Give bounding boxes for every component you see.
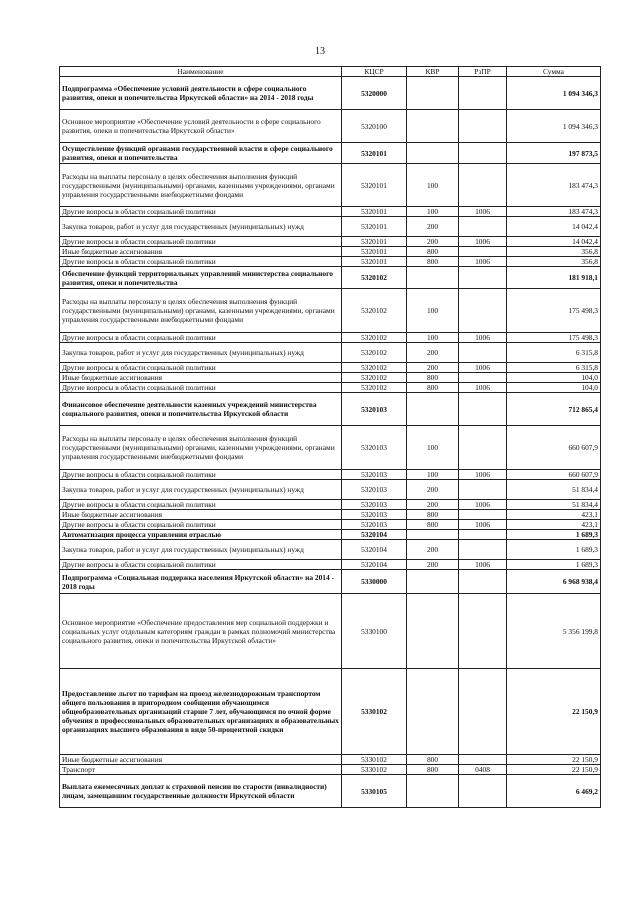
row-name-cell: Закупка товаров, работ и услуг для государственных (муниципальных) нужд (60, 217, 342, 237)
row-kcsr-cell: 5320102 (342, 333, 407, 343)
row-kvr-cell (407, 570, 459, 594)
row-sum-cell: 22 150,9 (507, 765, 601, 775)
row-kcsr-cell: 5320101 (342, 247, 407, 257)
row-kvr-cell (407, 594, 459, 669)
header-name: Наименование (60, 67, 342, 77)
row-kcsr-cell: 5320103 (342, 510, 407, 520)
row-sum-cell: 423,1 (507, 510, 601, 520)
table-row (60, 765, 601, 775)
row-kvr-cell: 100 (407, 333, 459, 343)
table-row (60, 207, 601, 217)
row-kcsr-cell: 5320103 (342, 426, 407, 470)
row-rzpr-cell (459, 540, 507, 560)
row-kvr-cell (407, 110, 459, 143)
row-rzpr-cell (459, 755, 507, 765)
table-row (60, 373, 601, 383)
row-name-cell: Расходы на выплаты персоналу в целях обеспечения выполнения функций государственными (муниципальными) органами, казенными учреждениями, органами управления государственными внебюджетными фондами (60, 164, 342, 207)
row-rzpr-cell (459, 669, 507, 755)
row-name-cell: Другие вопросы в области социальной политики (60, 500, 342, 510)
row-name-cell: Другие вопросы в области социальной политики (60, 520, 342, 530)
row-kvr-cell: 200 (407, 500, 459, 510)
row-kcsr-cell: 5320101 (342, 257, 407, 267)
budget-table (59, 66, 601, 808)
row-name-cell: Автоматизация процесса управления отраслью (60, 530, 342, 540)
row-name-cell: Осуществление функций органами государственной власти в сфере социального развития, опеки и попечительства (60, 143, 342, 164)
row-kvr-cell (407, 267, 459, 289)
row-kcsr-cell: 5320101 (342, 237, 407, 247)
row-kvr-cell (407, 393, 459, 426)
row-sum-cell: 51 834,4 (507, 500, 601, 510)
row-sum-cell: 197 873,5 (507, 143, 601, 164)
row-name-cell: Основное мероприятие «Обеспечение предоставления мер социальной поддержки и социальных услуг отдельным категориям граждан в рамках полномочий министерства социального развития, опеки и попечительства Иркутской области» (60, 594, 342, 669)
row-name-cell: Другие вопросы в области социальной политики (60, 363, 342, 373)
row-kcsr-cell: 5320102 (342, 343, 407, 363)
row-kvr-cell: 800 (407, 510, 459, 520)
row-kvr-cell: 100 (407, 470, 459, 480)
row-sum-cell: 175 498,3 (507, 333, 601, 343)
row-kvr-cell: 200 (407, 480, 459, 500)
row-name-cell: Расходы на выплаты персоналу в целях обеспечения выполнения функций государственными (муниципальными) органами, казенными учреждениями, органами управления государственными внебюджетными фондами (60, 289, 342, 333)
row-sum-cell: 6 968 938,4 (507, 570, 601, 594)
header-kvr: КВР (407, 67, 459, 77)
row-kvr-cell: 200 (407, 363, 459, 373)
row-rzpr-cell: 1006 (459, 500, 507, 510)
row-sum-cell: 6 315,8 (507, 363, 601, 373)
row-rzpr-cell: 1006 (459, 333, 507, 343)
table-row (60, 775, 601, 808)
table-row (60, 560, 601, 570)
row-name-cell: Иные бюджетные ассигнования (60, 373, 342, 383)
row-kvr-cell (407, 143, 459, 164)
table-row (60, 530, 601, 540)
table-row (60, 540, 601, 560)
row-kvr-cell: 200 (407, 237, 459, 247)
row-name-cell: Другие вопросы в области социальной политики (60, 207, 342, 217)
row-sum-cell: 6 315,8 (507, 343, 601, 363)
row-kvr-cell: 100 (407, 289, 459, 333)
header-sum: Сумма (507, 67, 601, 77)
row-kcsr-cell: 5320103 (342, 470, 407, 480)
row-rzpr-cell (459, 343, 507, 363)
row-kvr-cell: 800 (407, 755, 459, 765)
table-row (60, 333, 601, 343)
row-rzpr-cell (459, 373, 507, 383)
row-name-cell: Другие вопросы в области социальной политики (60, 333, 342, 343)
row-rzpr-cell (459, 393, 507, 426)
row-kvr-cell: 800 (407, 257, 459, 267)
row-kcsr-cell: 5320101 (342, 143, 407, 164)
row-name-cell: Другие вопросы в области социальной политики (60, 257, 342, 267)
row-rzpr-cell: 1006 (459, 470, 507, 480)
row-kvr-cell: 800 (407, 520, 459, 530)
row-kcsr-cell: 5320102 (342, 363, 407, 373)
row-kvr-cell: 800 (407, 765, 459, 775)
table-row (60, 164, 601, 207)
row-rzpr-cell (459, 570, 507, 594)
table-row (60, 110, 601, 143)
table-row (60, 480, 601, 500)
row-kvr-cell: 200 (407, 540, 459, 560)
table-row (60, 755, 601, 765)
row-name-cell: Другие вопросы в области социальной политики (60, 560, 342, 570)
row-kvr-cell: 200 (407, 560, 459, 570)
row-name-cell: Предоставление льгот по тарифам на проезд железнодорожным транспортом общего пользования в пригородном сообщении обучающимся общеобразовательных организаций старше 7 лет, обучающимся по очной форме обучения в профессиональных образовательных организациях и образовательных организациях высшего образования в виде 50-процентной скидки (60, 669, 342, 755)
table-row (60, 143, 601, 164)
row-sum-cell: 104,0 (507, 383, 601, 393)
row-kcsr-cell: 5320101 (342, 217, 407, 237)
row-name-cell: Выплата ежемесячных доплат к страховой пенсии по старости (инвалидности) лицам, замещавшим государственные должности Иркутской области (60, 775, 342, 808)
row-rzpr-cell (459, 77, 507, 110)
page-number: 13 (315, 46, 325, 57)
row-kcsr-cell: 5320000 (342, 77, 407, 110)
row-sum-cell: 51 834,4 (507, 480, 601, 500)
row-rzpr-cell (459, 480, 507, 500)
row-sum-cell: 5 356 199,8 (507, 594, 601, 669)
row-name-cell: Закупка товаров, работ и услуг для государственных (муниципальных) нужд (60, 343, 342, 363)
row-kcsr-cell: 5320101 (342, 164, 407, 207)
row-rzpr-cell (459, 530, 507, 540)
row-rzpr-cell (459, 775, 507, 808)
row-kcsr-cell: 5320103 (342, 480, 407, 500)
table-row (60, 247, 601, 257)
row-kcsr-cell: 5320100 (342, 110, 407, 143)
table-row (60, 289, 601, 333)
row-rzpr-cell (459, 164, 507, 207)
table-row (60, 520, 601, 530)
table-row (60, 257, 601, 267)
row-kcsr-cell: 5320103 (342, 500, 407, 510)
table-row (60, 510, 601, 520)
row-name-cell: Расходы на выплаты персоналу в целях обеспечения выполнения функций государственными (муниципальными) органами, казенными учреждениями, органами управления государственными внебюджетными фондами (60, 426, 342, 470)
row-kcsr-cell: 5330102 (342, 755, 407, 765)
row-name-cell: Финансовое обеспечение деятельности казенных учреждений министерства социального развития, опеки и попечительства Иркутской области (60, 393, 342, 426)
row-rzpr-cell (459, 247, 507, 257)
row-name-cell: Основное мероприятие «Обеспечение условий деятельности в сфере социального развития, опеки и попечительства Иркутской области» (60, 110, 342, 143)
row-name-cell: Подпрограмма «Социальная поддержка населения Иркутской области» на 2014 - 2018 годы (60, 570, 342, 594)
row-kvr-cell (407, 775, 459, 808)
row-kcsr-cell: 5320102 (342, 267, 407, 289)
row-sum-cell: 104,0 (507, 373, 601, 383)
row-kcsr-cell: 5320103 (342, 520, 407, 530)
row-sum-cell: 1 689,3 (507, 530, 601, 540)
row-kcsr-cell: 5330102 (342, 669, 407, 755)
table-row (60, 343, 601, 363)
row-sum-cell: 423,1 (507, 520, 601, 530)
row-rzpr-cell (459, 267, 507, 289)
table-row (60, 669, 601, 755)
row-sum-cell: 1 094 346,3 (507, 77, 601, 110)
table-row (60, 426, 601, 470)
row-rzpr-cell: 1006 (459, 520, 507, 530)
table-row (60, 363, 601, 373)
row-name-cell: Подпрограмма «Обеспечение условий деятельности в сфере социального развития, опеки и попечительства Иркутской области» на 2014 - 2018 годы (60, 77, 342, 110)
row-sum-cell: 183 474,3 (507, 207, 601, 217)
row-kvr-cell (407, 77, 459, 110)
row-kcsr-cell: 5320104 (342, 530, 407, 540)
header-kcsr: КЦСР (342, 67, 407, 77)
row-sum-cell: 1 689,3 (507, 540, 601, 560)
table-row (60, 77, 601, 110)
row-kvr-cell: 800 (407, 383, 459, 393)
row-name-cell: Транспорт (60, 765, 342, 775)
row-rzpr-cell (459, 426, 507, 470)
row-name-cell: Другие вопросы в области социальной политики (60, 237, 342, 247)
row-rzpr-cell: 0408 (459, 765, 507, 775)
row-sum-cell: 22 150,9 (507, 755, 601, 765)
row-rzpr-cell (459, 217, 507, 237)
row-rzpr-cell: 1006 (459, 237, 507, 247)
row-rzpr-cell (459, 510, 507, 520)
row-kvr-cell: 100 (407, 207, 459, 217)
row-kvr-cell: 800 (407, 247, 459, 257)
row-rzpr-cell: 1006 (459, 207, 507, 217)
row-kcsr-cell: 5330102 (342, 765, 407, 775)
table-row (60, 570, 601, 594)
table-row (60, 393, 601, 426)
row-sum-cell: 356,8 (507, 247, 601, 257)
row-name-cell: Другие вопросы в области социальной политики (60, 383, 342, 393)
row-kvr-cell: 800 (407, 373, 459, 383)
row-kcsr-cell: 5330100 (342, 594, 407, 669)
row-sum-cell: 1 094 346,3 (507, 110, 601, 143)
row-sum-cell: 6 469,2 (507, 775, 601, 808)
table-row (60, 500, 601, 510)
row-kvr-cell: 200 (407, 343, 459, 363)
row-sum-cell: 356,8 (507, 257, 601, 267)
row-kvr-cell (407, 530, 459, 540)
row-name-cell: Закупка товаров, работ и услуг для государственных (муниципальных) нужд (60, 540, 342, 560)
row-kcsr-cell: 5330105 (342, 775, 407, 808)
table-row (60, 383, 601, 393)
table-row (60, 470, 601, 480)
row-sum-cell: 660 607,9 (507, 426, 601, 470)
row-rzpr-cell: 1006 (459, 363, 507, 373)
row-rzpr-cell: 1006 (459, 383, 507, 393)
row-rzpr-cell: 1006 (459, 560, 507, 570)
row-rzpr-cell (459, 289, 507, 333)
table-row (60, 267, 601, 289)
row-name-cell: Иные бюджетные ассигнования (60, 247, 342, 257)
row-sum-cell: 712 865,4 (507, 393, 601, 426)
table-row (60, 237, 601, 247)
row-sum-cell: 181 918,1 (507, 267, 601, 289)
row-kcsr-cell: 5320104 (342, 560, 407, 570)
row-kvr-cell: 100 (407, 426, 459, 470)
row-rzpr-cell (459, 594, 507, 669)
row-sum-cell: 175 498,3 (507, 289, 601, 333)
row-name-cell: Иные бюджетные ассигнования (60, 510, 342, 520)
row-rzpr-cell (459, 110, 507, 143)
row-sum-cell: 22 150,9 (507, 669, 601, 755)
row-name-cell: Иные бюджетные ассигнования (60, 755, 342, 765)
row-name-cell: Другие вопросы в области социальной политики (60, 470, 342, 480)
table-row (60, 217, 601, 237)
row-kvr-cell: 200 (407, 217, 459, 237)
row-rzpr-cell (459, 143, 507, 164)
row-name-cell: Обеспечение функций территориальных управлений министерства социального развития, опеки и попечительства (60, 267, 342, 289)
row-kcsr-cell: 5320102 (342, 373, 407, 383)
row-sum-cell: 183 474,3 (507, 164, 601, 207)
row-kvr-cell: 100 (407, 164, 459, 207)
table-header-row (60, 67, 601, 77)
row-kcsr-cell: 5330000 (342, 570, 407, 594)
row-kcsr-cell: 5320102 (342, 289, 407, 333)
row-rzpr-cell: 1006 (459, 257, 507, 267)
row-kcsr-cell: 5320102 (342, 383, 407, 393)
row-sum-cell: 14 042,4 (507, 217, 601, 237)
row-sum-cell: 1 689,3 (507, 560, 601, 570)
row-kcsr-cell: 5320104 (342, 540, 407, 560)
row-kcsr-cell: 5320101 (342, 207, 407, 217)
header-rzpr: РзПР (459, 67, 507, 77)
row-name-cell: Закупка товаров, работ и услуг для государственных (муниципальных) нужд (60, 480, 342, 500)
row-kvr-cell (407, 669, 459, 755)
row-sum-cell: 660 607,9 (507, 470, 601, 480)
row-kcsr-cell: 5320103 (342, 393, 407, 426)
table-row (60, 594, 601, 669)
row-sum-cell: 14 042,4 (507, 237, 601, 247)
